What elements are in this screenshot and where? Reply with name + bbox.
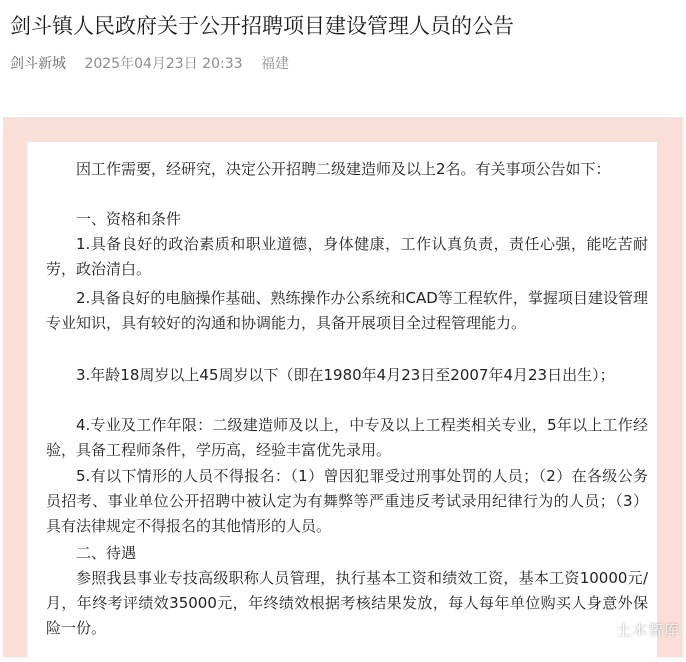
qualification-item-2: 2.具备良好的电脑操作基础、熟练操作办公系统和CAD等工程软件，掌握项目建设管理专业知识，具有较好的沟通和协调能力，具备开展项目全过程管理能力。 (46, 289, 648, 332)
watermark-logo: 土木智库 (615, 621, 680, 639)
qualification-item-4: 4.专业及工作年限：二级建造师及以上，中专及以上工程类相关专业，5年以上工作经验，具备工程师条件，学历高，经验丰富优先录用。 (46, 416, 648, 459)
section-heading-qualifications: 一、资格和条件 (76, 210, 182, 228)
article-location: 福建 (260, 56, 289, 72)
section-heading-benefits: 二、待遇 (76, 544, 137, 562)
article-title: 剑斗镇人民政府关于公开招聘项目建设管理人员的公告 (10, 14, 514, 38)
article-meta (10, 54, 303, 74)
qualification-item-1: 1.具备良好的政治素质和职业道德，身体健康，工作认真负责，责任心强，能吃苦耐劳，政治清白。 (46, 235, 648, 278)
qualification-item-3: 3.年龄18周岁以上45周岁以下（即在1980年4月23日至2007年4月23日出生）； (76, 366, 615, 384)
intro-paragraph: 因工作需要，经研究，决定公开招聘二级建造师及以上2名。有关事项公告如下： (76, 160, 611, 178)
qualification-item-5: 5.有以下情形的人员不得报名：（1）曾因犯罪受过刑事处罚的人员；（2）在各级公务员招考、事业单位公开招聘中被认定为有舞弊等严重违反考试录用纪律行为的人员；（3）具有法律规定不得报名的其他情形的人员。 (46, 467, 648, 535)
benefits-paragraph: 参照我县事业专技高级职称人员管理，执行基本工资和绩效工资，基本工资10000元/月，年终考评绩效35000元，年终绩效根据考核结果发放，每人每年单位购买人身意外保险一份。 (46, 569, 648, 637)
article-source[interactable]: 剑斗新城 (10, 56, 66, 72)
article-datetime: 2025年04月23日 20:33 (84, 56, 243, 72)
